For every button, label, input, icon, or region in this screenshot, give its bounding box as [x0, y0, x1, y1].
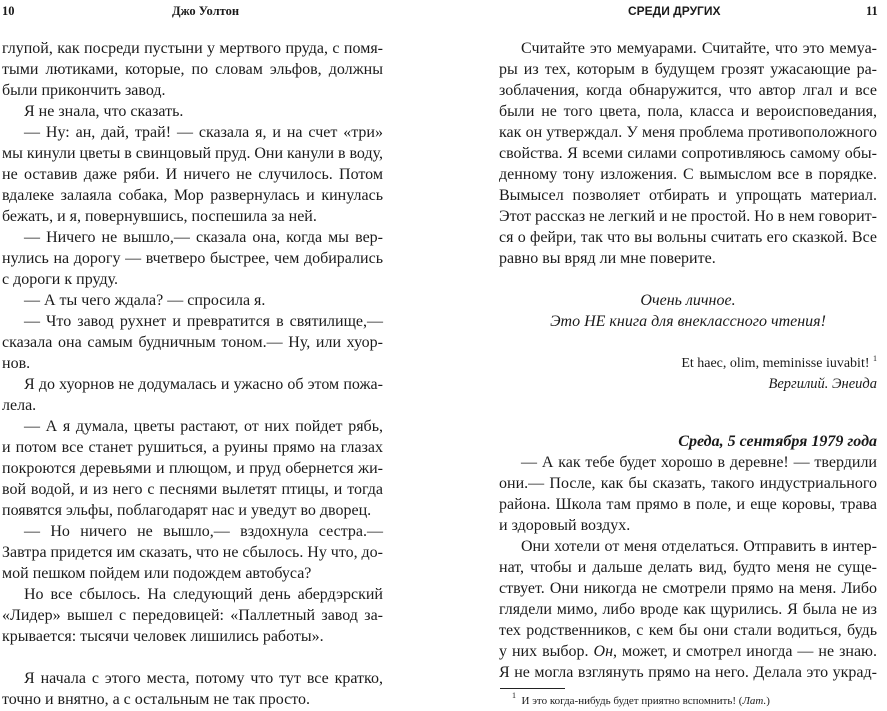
right-page-text — [499, 38, 877, 683]
line-text: — Ничего не вышло,— сказала она, когда мы вер- — [24, 229, 383, 246]
line-content — [499, 164, 877, 185]
line-text: и здоровый воздух. — [499, 517, 631, 534]
line-text: нулись на дорогу — вчетверо быстрее, чем добирались — [2, 250, 383, 267]
line-content — [2, 563, 311, 584]
line-content — [499, 185, 877, 206]
line-text: были не того цвета, пола, класса и вероисповедания, — [499, 103, 877, 120]
line-content — [2, 437, 383, 458]
text-line — [2, 353, 383, 374]
footnote-close: ) — [766, 695, 770, 707]
text-line — [2, 269, 383, 290]
text-line — [2, 164, 383, 185]
line-content — [2, 332, 383, 353]
text-line — [2, 185, 383, 206]
line-text: Я не могла взглянуть прямо на него. Делала это украд- — [499, 664, 877, 681]
footnote-divider — [500, 688, 565, 689]
line-text: — А как тебе будет хорошо в деревне! — твердили — [521, 454, 877, 471]
line-text: равно вы вряд ли мне поверите. — [499, 250, 716, 267]
text-line — [499, 227, 877, 248]
line-text: как он утверждал. У меня проблема противоположного — [499, 124, 877, 141]
text-line — [499, 101, 877, 122]
line-text: Вергилий. Энеида — [768, 376, 877, 392]
line-content — [2, 59, 383, 80]
line-content — [521, 452, 877, 473]
spacer — [2, 647, 383, 668]
line-text: ствует. Они никогда не смотрели прямо на меня. Либо — [499, 580, 877, 597]
line-content — [678, 431, 877, 452]
line-content — [499, 248, 716, 269]
text-line — [2, 290, 383, 311]
line-content — [2, 689, 310, 710]
text-line — [499, 185, 877, 206]
line-text: ся о фейри, так что вы вольны считать его сказкой. Все — [499, 229, 877, 246]
line-content — [2, 164, 383, 185]
line-content — [24, 416, 383, 437]
line-text: Я начала с этого места, потому что тут все кратко, — [24, 670, 383, 687]
line-content — [24, 290, 265, 311]
text-line — [2, 374, 383, 395]
text-line — [499, 641, 877, 662]
line-content — [499, 641, 877, 662]
text-line — [499, 452, 877, 473]
line-text: ры из тех, которым в будущем грозят ужасающие ра- — [499, 61, 877, 78]
line-text: крывается: тысячи человек лишились работы». — [2, 628, 324, 645]
line-content — [2, 458, 383, 479]
text-line — [2, 584, 383, 605]
text-line — [499, 164, 877, 185]
text-line — [2, 479, 383, 500]
line-text: зоблачения, когда обнаружится, что автор лгал и все — [499, 82, 877, 99]
footnote-lang: Лат. — [742, 695, 767, 707]
text-line — [499, 662, 877, 683]
line-text: появятся эльфы, поблагодарят нас и уведут во дворец. — [2, 502, 372, 519]
line-content — [499, 473, 877, 494]
line-text: Я до хуорнов не додумалась и ужасно об этом пожа- — [24, 376, 383, 393]
line-content — [2, 143, 383, 164]
text-line — [2, 227, 383, 248]
line-content — [499, 101, 877, 122]
emphasis: Он — [593, 643, 614, 660]
text-line — [499, 38, 877, 59]
line-text: вдалеке залаяла собака, Мор развернулась и кинулась — [2, 187, 383, 204]
line-content — [2, 185, 383, 206]
text-line — [499, 374, 877, 395]
text-line — [2, 668, 383, 689]
line-content — [681, 353, 877, 374]
line-content — [2, 353, 30, 374]
line-content — [24, 584, 383, 605]
line-text: Считайте это мемуарами. Считайте, что это мемуа- — [521, 40, 877, 57]
running-title-author: Джо Уолтон — [172, 4, 240, 18]
text-line — [2, 605, 383, 626]
text-line — [2, 101, 383, 122]
text-line — [2, 332, 383, 353]
line-text: сказала она самым будничным тоном.— Ну, или хуор- — [2, 334, 383, 351]
left-page-text — [2, 38, 383, 710]
text-line — [499, 620, 877, 641]
line-content — [499, 662, 877, 683]
line-text: бежать, и я, повернувшись, поспешила за ней. — [2, 208, 317, 225]
section-heading — [499, 431, 877, 452]
line-content — [640, 290, 735, 311]
line-text: Но все сбылось. На следующий день абердэрский — [24, 586, 383, 603]
line-text: точно и внятно, а с остальным не так просто. — [2, 691, 310, 708]
footnote-text: И это когда-нибудь будет приятно вспомнить! ( — [521, 695, 743, 707]
line-text: — Но ничего не вышло,— вздохнула сестра.— — [24, 523, 383, 540]
line-text: нат, чтобы и дальше делать вид, будто меня не суще- — [499, 559, 877, 576]
line-content — [550, 311, 826, 332]
line-content — [24, 374, 383, 395]
text-line — [499, 311, 877, 332]
line-content — [2, 395, 36, 416]
line-content — [2, 248, 383, 269]
line-text: «Лидер» вышел с передовицей: «Паллетный завод за- — [2, 607, 383, 624]
text-line — [499, 80, 877, 101]
line-content — [769, 374, 877, 395]
text-line — [499, 578, 877, 599]
line-text: с дороги к пруду. — [2, 271, 119, 288]
text-line — [499, 515, 877, 536]
page-number-right: 11 — [866, 4, 878, 18]
line-text: мой пешком пойдем или подождем автобуса? — [2, 565, 312, 582]
text-line — [2, 122, 383, 143]
line-text: глупой, как посреди пустыни у мертвого пруда, с помя- — [2, 40, 383, 57]
line-text: и потом все станет рушиться, а руины прямо на глазах — [2, 439, 383, 456]
line-text: — А я думала, цветы растают, от них пойдет рябь, — [24, 418, 383, 435]
line-content — [499, 599, 877, 620]
footnote — [512, 691, 770, 708]
line-content — [2, 500, 371, 521]
spacer — [499, 395, 877, 431]
text-line — [2, 206, 383, 227]
line-text: района. Школа там прямо в поле, и еще коровы, трава — [499, 496, 877, 513]
text-line — [499, 494, 877, 515]
spacer — [499, 332, 877, 353]
line-content — [2, 605, 383, 626]
text-line — [2, 311, 383, 332]
line-text: Завтра придется им сказать, что не сбылось. Ну что, до- — [2, 544, 384, 561]
text-line — [2, 59, 383, 80]
text-line — [499, 557, 877, 578]
text-line — [499, 122, 877, 143]
text-line — [499, 536, 877, 557]
line-content — [499, 578, 877, 599]
line-content — [24, 227, 383, 248]
line-content — [499, 122, 877, 143]
text-line — [499, 59, 877, 80]
line-text: глядели мимо, либо вроде как щурились. Я была не из — [499, 601, 877, 618]
line-content — [499, 80, 877, 101]
text-line — [2, 248, 383, 269]
running-title-book: СРЕДИ ДРУГИХ — [628, 4, 721, 18]
page-number-left: 10 — [2, 4, 15, 18]
line-text: Этот рассказ не легкий и не простой. Но в нем говорит- — [499, 208, 877, 225]
line-content — [499, 143, 877, 164]
text-line — [499, 599, 877, 620]
line-text: , может, и смотрел иногда — не знаю. — [613, 643, 878, 660]
line-content — [24, 101, 183, 122]
line-text: Среда, 5 сентября 1979 года — [678, 433, 877, 450]
line-content — [24, 311, 383, 332]
line-text: денному тону изложения. С вымыслом все в порядке. — [499, 166, 877, 183]
line-text: нов. — [2, 355, 31, 372]
line-content — [2, 626, 324, 647]
spacer — [499, 269, 877, 290]
line-text: лела. — [2, 397, 37, 414]
line-text: — А ты чего ждала? — спросила я. — [24, 292, 266, 309]
text-line — [499, 206, 877, 227]
line-text: они.— После, как бы сказать, такого индустриального — [499, 475, 877, 492]
line-content — [499, 494, 877, 515]
text-line — [2, 38, 383, 59]
text-line — [2, 563, 383, 584]
text-line — [499, 353, 877, 374]
line-content — [521, 38, 877, 59]
line-content — [499, 206, 877, 227]
line-text: Вымысел позволяет отбирать и упрощать материал. — [499, 187, 877, 204]
line-text: покроются деревьями и плющом, и пруд обернется жи- — [2, 460, 383, 477]
text-line — [2, 143, 383, 164]
line-content — [2, 479, 383, 500]
footnote-marker: 1 — [512, 691, 516, 700]
text-line — [499, 473, 877, 494]
line-text: Они хотели от меня отделаться. Отправить в интер- — [521, 538, 877, 555]
line-text: тыми лютиками, которые, по словам эльфов, должны — [2, 61, 383, 78]
text-line — [2, 80, 383, 101]
text-line — [499, 248, 877, 269]
line-text: — Что завод рухнет и превратится в святилище,— — [24, 313, 383, 330]
line-content — [499, 515, 630, 536]
text-line — [2, 395, 383, 416]
line-content — [499, 557, 877, 578]
text-line — [2, 542, 383, 563]
line-text: тех родственников, с кем бы они стали водиться, будь — [499, 622, 877, 639]
text-line — [2, 458, 383, 479]
line-text: не оставив даже ряби. И ничего не случилось. Потом — [2, 166, 383, 183]
line-text: Это НЕ книга для внеклассного чтения! — [550, 313, 826, 330]
line-content — [521, 536, 877, 557]
line-text: вой водой, и из него с песнями вылетят птицы, и тогда — [2, 481, 383, 498]
text-line — [499, 290, 877, 311]
line-content — [2, 542, 383, 563]
line-content — [24, 668, 383, 689]
line-content — [499, 227, 877, 248]
line-content — [2, 269, 118, 290]
line-content — [24, 122, 383, 143]
line-content — [24, 521, 383, 542]
line-text: — Ну: ан, дай, трай! — сказала я, и на счет «три» — [24, 124, 383, 141]
line-content — [499, 620, 877, 641]
line-text: Очень личное. — [640, 292, 736, 309]
text-line — [499, 143, 877, 164]
line-text: Я не знала, что сказать. — [24, 103, 184, 120]
line-content — [2, 206, 317, 227]
line-text: Et haec, olim, meminisse iuvabit! — [681, 356, 870, 371]
text-line — [2, 437, 383, 458]
text-line — [2, 416, 383, 437]
footnote-reference: 1 — [873, 354, 877, 363]
line-text: свойства. Я всеми силами сопротивляюсь самому обы- — [499, 145, 877, 162]
line-text: у них выбор. — [499, 643, 594, 660]
line-text: были прикончить завод. — [2, 82, 166, 99]
line-content — [2, 38, 383, 59]
text-line — [2, 521, 383, 542]
text-line — [2, 626, 383, 647]
text-line — [2, 500, 383, 521]
line-content — [2, 80, 166, 101]
line-text: мы кинули цветы в свинцовый пруд. Они канули в воду, — [2, 145, 384, 162]
text-line — [2, 689, 383, 710]
line-content — [499, 59, 877, 80]
